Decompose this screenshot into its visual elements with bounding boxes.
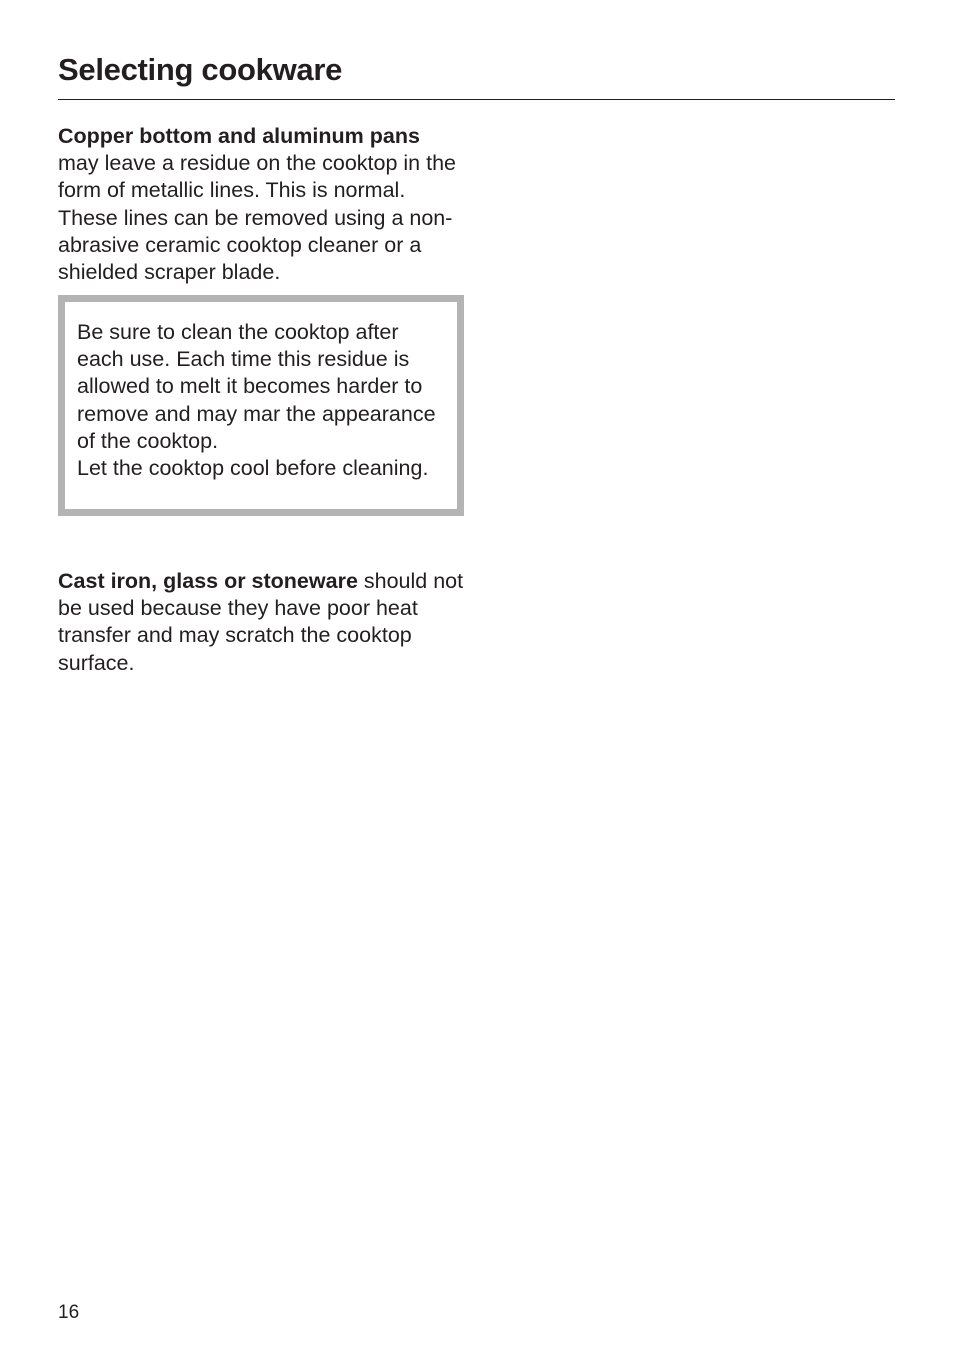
title-divider xyxy=(58,99,895,100)
copper-pans-paragraph xyxy=(58,123,468,286)
cast-iron-paragraph xyxy=(58,568,468,677)
page-number: 16 xyxy=(58,1302,80,1323)
copper-pans-heading: Copper bottom and aluminum pans xyxy=(58,124,420,148)
copper-pans-section xyxy=(58,123,468,286)
cast-iron-section xyxy=(58,568,468,677)
warning-text-1: Be sure to clean the cooktop after each use. Each time this residue is allowed to melt it becomes harder to remove and may mar the appearance of the cooktop. xyxy=(77,320,436,453)
cast-iron-heading: Cast iron, glass or stoneware xyxy=(58,569,358,593)
warning-text-2: Let the cooktop cool before cleaning. xyxy=(77,456,429,481)
cast-iron-body: should not be used because they have poor heat transfer and may scratch the cooktop surface. xyxy=(58,569,464,675)
copper-pans-body: may leave a residue on the cooktop in the form of metallic lines. This is normal. These lines can be removed using a non-abrasive ceramic cooktop cleaner or a shielded scraper blade. xyxy=(58,151,457,285)
warning-box xyxy=(58,295,464,516)
page-title: Selecting cookware xyxy=(58,52,343,87)
